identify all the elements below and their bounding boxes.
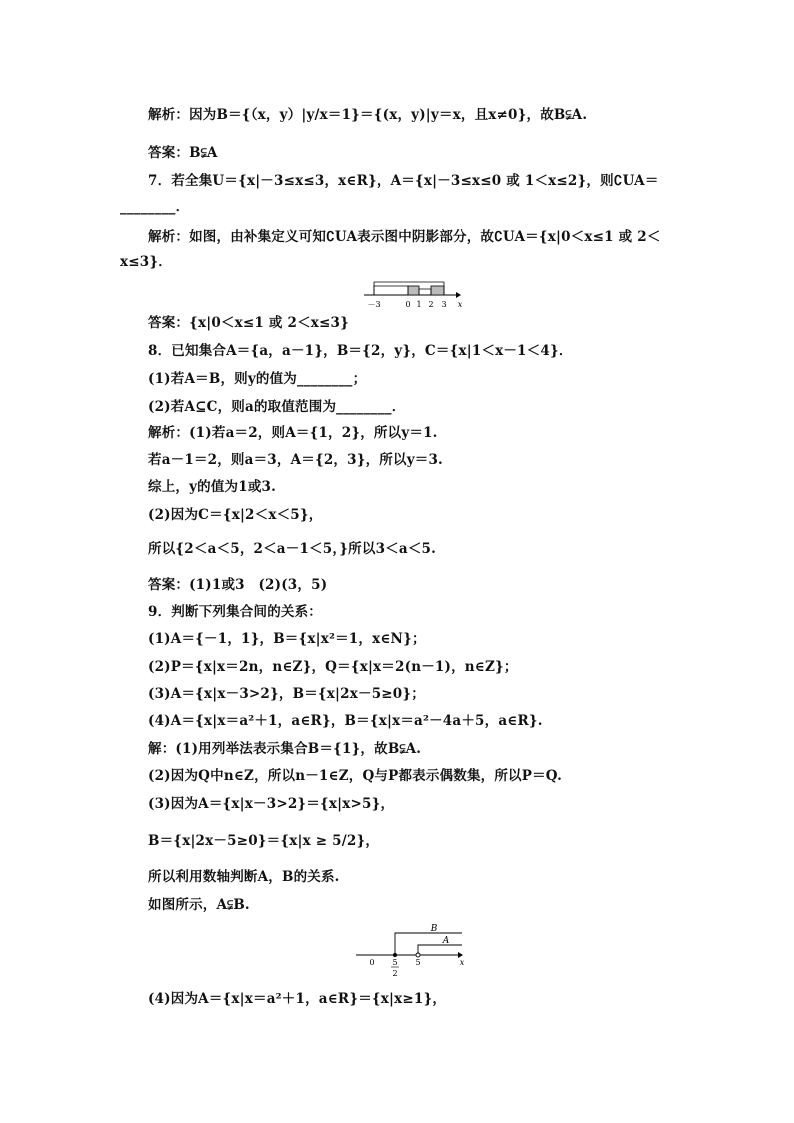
tick-label: 2 [392,969,398,978]
solution-9-line-5: 所以利用数轴判断A，B的关系. [148,869,340,885]
question-8-part-2: (2)若A⊆C，则a的取值范围为________． [148,399,406,415]
solution-9-line-6: 如图所示，A⫋B. [148,897,250,913]
solution-7-line-2: x≤3}． [120,254,172,270]
question-9-part-4: (4)A＝{x|x＝a²＋1，a∈R}，B＝{x|x＝a²－4a＋5，a∈R}. [148,713,543,729]
tick-label: 2 [428,300,434,309]
set-b-label: B [430,924,438,934]
tick-label: 5 [415,958,421,967]
tick-label: 0 [405,300,411,309]
set-a-label: A [442,936,450,946]
solution-8-line-1: 解析：(1)若a＝2，则A＝{1，2}，所以y＝1. [148,425,438,441]
tick-label: －3 [367,300,381,309]
shaded-region-0-1 [408,286,419,295]
question-7-line-2: ________． [120,199,190,215]
axis-label: x [459,958,465,967]
question-9-part-2: (2)P＝{x|x＝2n，n∈Z}，Q＝{x|x＝2(n－1)，n∈Z}； [148,659,518,675]
shaded-region-2-3 [431,286,444,295]
solution-9-line-4: B＝{x|2x－5≥0}＝{x|x ≥ 5/2}， [148,833,380,849]
tick-label: 3 [441,300,447,309]
question-9-part-1: (1)A＝{－1，1}，B＝{x|x²＝1，x∈N}； [148,631,426,647]
answer-7-line: 答案：{x|0＜x≤1 或 2＜x≤3} [148,315,350,331]
solution-9-line-1: 解：(1)用列举法表示集合B＝{1}，故B⫋A. [148,741,422,757]
solution-9-line-7: (4)因为A＝{x|x＝a²＋1，a∈R}＝{x|x≥1}， [148,991,447,1007]
solution-8-line-5: 所以{2＜a＜5，2＜a－1＜5，}所以3＜a＜5. [148,541,437,557]
answer-text-line-1: 答案：B⫋A [148,145,218,161]
question-8-part-1: (1)若A＝B，则y的值为________； [148,371,367,387]
solution-8-line-4: (2)因为C＝{x|2＜x＜5}， [148,507,323,523]
solution-9-line-3: (3)因为A＝{x|x－3>2}＝{x|x>5}， [148,796,395,812]
number-line-figure-2 [352,920,472,982]
question-9-line: 9．判断下列集合间的关系： [148,604,322,620]
question-7-line-1: 7．若全集U＝{x|－3≤x≤3，x∈R}，A＝{x|－3≤x≤0 或 1＜x≤2}，则∁UA＝ [148,173,659,189]
question-9-part-3: (3)A＝{x|x－3>2}，B＝{x|2x－5≥0}； [148,686,425,702]
axis-label: x [457,300,463,309]
number-line-figure-1 [360,278,470,310]
solution-8-line-2: 若a－1＝2，则a＝3，A＝{2，3}，所以y＝3. [148,452,443,468]
question-8-line: 8．已知集合A＝{a，a－1}，B＝{2，y}，C＝{x|1＜x－1＜4}． [148,343,573,359]
solution-text-line-1: 解析：因为B＝{（x，y）|y/x＝1}＝{(x，y)|y＝x，且x≠0}，故B⫋A. [148,107,588,123]
answer-8-line: 答案：(1)1或3 (2)(3，5) [148,577,328,593]
solution-9-line-2: (2)因为Q中n∈Z，所以n－1∈Z，Q与P都表示偶数集，所以P＝Q. [148,768,562,784]
tick-label: 1 [416,300,422,309]
solution-7-line-1: 解析：如图，由补集定义可知∁UA表示图中阴影部分，故∁UA＝{x|0＜x≤1 或 2＜ [148,229,661,245]
tick-label: 5 [392,958,398,967]
solution-8-line-3: 综上，y的值为1或3. [148,479,277,495]
tick-label: 0 [369,958,375,967]
